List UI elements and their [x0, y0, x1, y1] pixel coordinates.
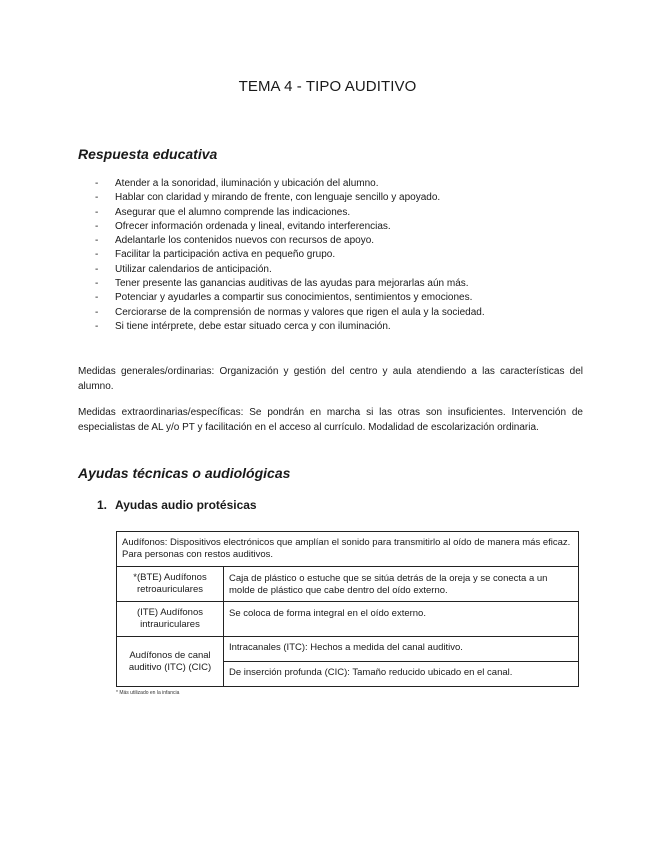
list-item-text: Si tiene intérprete, debe estar situado cerca y con iluminación.	[115, 320, 391, 332]
list-item	[95, 263, 485, 277]
table-description-cell: Caja de plástico o estuche que se sitúa detrás de la oreja y se conecta a un molde de plástico que cabe dentro del oído externo.	[224, 567, 579, 602]
list-item-text: Cerciorarse de la comprensión de normas y valores que rigen el aula y la sociedad.	[115, 306, 485, 318]
bullet-dash: -	[95, 263, 99, 275]
hearing-aids-table	[116, 531, 579, 687]
list-item	[95, 248, 485, 262]
page-title: TEMA 4 - TIPO AUDITIVO	[238, 78, 417, 95]
bullet-dash: -	[95, 320, 99, 332]
bullet-dash: -	[95, 220, 99, 232]
table-label-cell: (ITE) Audífonos intrauriculares	[117, 602, 224, 637]
bullet-dash: -	[95, 206, 99, 218]
bullet-dash: -	[95, 306, 99, 318]
bullet-dash: -	[95, 235, 99, 247]
list-item	[95, 177, 485, 191]
table-row	[117, 602, 579, 637]
table-description-cell: De inserción profunda (CIC): Tamaño reducido ubicado en el canal.	[224, 662, 579, 687]
table-footnote: * Más utilizado en la infancia	[116, 690, 180, 696]
list-item-text: Potenciar y ayudarles a compartir sus conocimientos, sentimientos y emociones.	[115, 292, 473, 304]
bullet-dash: -	[95, 278, 99, 290]
list-item-text: Tener presente las ganancias auditivas de las ayudas para mejorarlas aún más.	[115, 278, 469, 290]
section-heading-respuesta-educativa: Respuesta educativa	[78, 146, 218, 162]
list-item-text: Atender a la sonoridad, iluminación y ubicación del alumno.	[115, 178, 379, 189]
recommendations-list	[95, 177, 485, 334]
list-item	[95, 306, 485, 320]
table-row	[117, 637, 579, 662]
list-item-text: Ofrecer información ordenada y lineal, evitando interferencias.	[115, 220, 391, 232]
list-item-text: Facilitar la participación activa en pequeño grupo.	[115, 249, 336, 261]
list-item-text: Utilizar calendarios de anticipación.	[115, 263, 272, 275]
table-label-cell: Audífonos de canal auditivo (ITC) (CIC)	[117, 637, 224, 687]
section-heading-ayudas-tecnicas: Ayudas técnicas o audiológicas	[78, 465, 291, 481]
bullet-dash: -	[95, 178, 99, 189]
table-description-cell: Se coloca de forma integral en el oído externo.	[224, 602, 579, 637]
table-row	[117, 532, 579, 567]
list-item	[95, 191, 485, 205]
list-item-text: Asegurar que el alumno comprende las indicaciones.	[115, 206, 351, 218]
list-item	[95, 220, 485, 234]
subsection-number: 1.	[97, 498, 108, 512]
bullet-dash: -	[95, 249, 99, 261]
table-label-cell: *(BTE) Audífonos retroauriculares	[117, 567, 224, 602]
subsection-heading	[97, 498, 257, 512]
paragraph-medidas-generales: Medidas generales/ordinarias: Organización y gestión del centro y aula atendiendo a las características del alumno.	[78, 366, 583, 392]
bullet-dash: -	[95, 192, 99, 204]
subsection-title: Ayudas audio protésicas	[115, 498, 257, 512]
list-item	[95, 206, 485, 220]
table-row	[117, 567, 579, 602]
paragraph-medidas-extraordinarias: Medidas extraordinarias/específicas: Se pondrán en marcha si las otras son insuficientes. Intervención de especialistas de AL y/o PT y facilitación en el acceso al currículo. Modalidad de escolarización ordinaria.	[78, 407, 583, 433]
table-header-cell: Audífonos: Dispositivos electrónicos que amplían el sonido para transmitirlo al oído de manera más eficaz. Para personas con restos auditivos.	[117, 532, 579, 567]
bullet-dash: -	[95, 292, 99, 304]
list-item-text: Adelantarle los contenidos nuevos con recursos de apoyo.	[115, 235, 375, 247]
list-item	[95, 277, 485, 291]
list-item	[95, 291, 485, 305]
list-item	[95, 234, 485, 248]
list-item	[95, 320, 485, 334]
list-item-text: Hablar con claridad y mirando de frente, con lenguaje sencillo y apoyado.	[115, 192, 441, 204]
table-description-cell: Intracanales (ITC): Hechos a medida del canal auditivo.	[224, 637, 579, 662]
